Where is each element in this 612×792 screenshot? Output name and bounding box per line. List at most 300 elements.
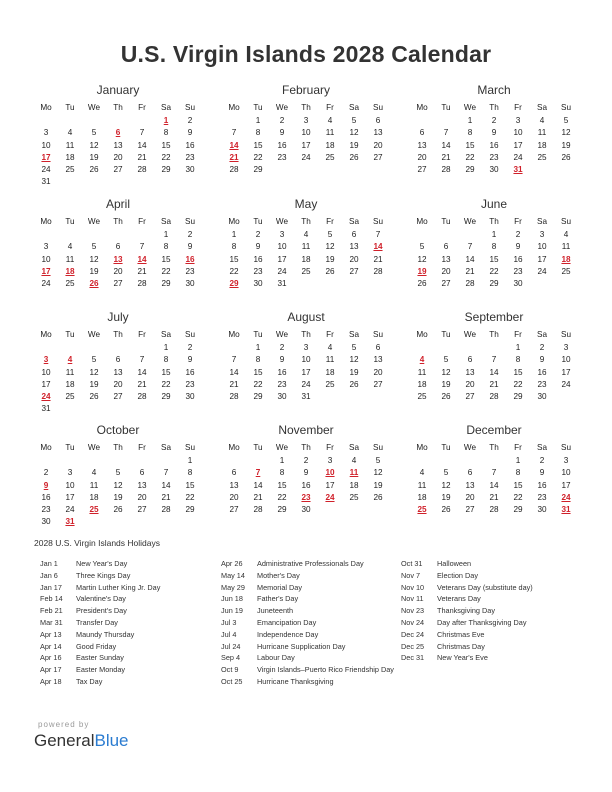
week-row	[34, 254, 202, 266]
day: 29	[161, 165, 171, 175]
day: 20	[113, 379, 123, 389]
holiday-item	[40, 617, 216, 629]
day: 17	[277, 254, 287, 264]
day: 23	[185, 379, 195, 389]
day: 25	[561, 266, 571, 276]
day: 23	[253, 266, 263, 276]
week-row	[222, 229, 390, 241]
day: 3	[563, 456, 569, 465]
day: 3	[279, 230, 285, 239]
week-row	[34, 140, 202, 152]
day: 10	[41, 367, 51, 377]
holiday-day: 18	[65, 266, 75, 276]
day: 14	[465, 254, 475, 264]
holiday-item	[40, 641, 216, 653]
holiday-item	[401, 605, 577, 617]
holiday-name: Independence Day	[257, 629, 319, 639]
empty-day	[222, 342, 246, 354]
day: 1	[515, 343, 521, 352]
empty-day	[82, 403, 106, 415]
holiday-item	[401, 558, 577, 570]
empty-day	[34, 115, 58, 127]
holiday-name: Tax Day	[76, 676, 103, 686]
empty-day	[342, 391, 366, 403]
day: 16	[253, 254, 263, 264]
day: 20	[373, 140, 383, 150]
day: 2	[539, 456, 545, 465]
day: 30	[489, 165, 499, 175]
holiday-day: 4	[419, 355, 425, 365]
weekday-label: Mo	[228, 217, 240, 226]
day: 10	[41, 140, 51, 150]
weekday-label: Sa	[160, 103, 171, 112]
holiday-date: Nov 10	[401, 582, 425, 592]
day: 12	[561, 128, 571, 138]
holiday-item	[401, 570, 577, 582]
day: 21	[489, 379, 499, 389]
day: 14	[253, 480, 263, 490]
day: 4	[563, 230, 569, 239]
day: 27	[113, 165, 123, 175]
day: 29	[277, 505, 287, 515]
day: 5	[375, 456, 381, 465]
weekday-label: Su	[560, 217, 571, 226]
weekday-header	[410, 101, 578, 115]
holiday-column	[221, 558, 397, 688]
weekday-label: Su	[184, 103, 195, 112]
weekday-label: Fr	[138, 443, 146, 452]
week-row	[34, 480, 202, 492]
day: 12	[349, 355, 359, 365]
holiday-day: 26	[89, 279, 99, 289]
weekday-label: Sa	[536, 330, 547, 339]
weekday-label: Fr	[514, 103, 522, 112]
day: 25	[349, 492, 359, 502]
day: 6	[351, 230, 357, 239]
empty-day	[106, 516, 130, 528]
week-row	[34, 115, 202, 127]
week-row	[34, 241, 202, 253]
empty-day	[178, 516, 202, 528]
day: 26	[561, 152, 571, 162]
holiday-day: 6	[115, 128, 121, 138]
holiday-item	[40, 558, 216, 570]
holiday-date: Apr 26	[221, 559, 243, 568]
day: 19	[325, 254, 335, 264]
holiday-day: 17	[41, 266, 51, 276]
day: 11	[325, 128, 335, 138]
holiday-item	[401, 629, 577, 641]
day: 23	[277, 379, 287, 389]
weekday-label: Tu	[441, 443, 451, 452]
day: 28	[137, 392, 147, 402]
week-row	[410, 455, 578, 467]
day: 28	[253, 505, 263, 515]
holiday-date: Apr 14	[40, 641, 62, 651]
weekday-header	[34, 328, 202, 342]
month-november	[222, 422, 390, 516]
week-row	[34, 278, 202, 290]
month-name: November	[278, 423, 334, 437]
day: 5	[115, 468, 121, 478]
weekday-label: Fr	[326, 443, 334, 452]
empty-day	[342, 278, 366, 290]
day: 23	[537, 379, 547, 389]
weekday-header	[34, 215, 202, 229]
day: 6	[115, 242, 121, 252]
day: 20	[465, 492, 475, 502]
day: 28	[465, 279, 475, 289]
week-row	[410, 367, 578, 379]
week-row	[34, 127, 202, 139]
month-name: July	[107, 310, 129, 324]
weekday-label: We	[463, 330, 477, 339]
day: 21	[137, 152, 147, 162]
holiday-name: Father's Day	[257, 594, 299, 604]
week-row	[222, 504, 390, 516]
empty-day	[154, 176, 178, 188]
day: 29	[253, 392, 263, 402]
holiday-item	[221, 605, 397, 617]
weekday-label: Th	[301, 103, 311, 112]
day: 8	[515, 355, 521, 365]
day: 14	[489, 480, 499, 490]
day: 1	[163, 230, 169, 239]
holiday-item	[221, 652, 397, 664]
holiday-day: 17	[41, 152, 51, 162]
holiday-day: 16	[185, 254, 195, 264]
day: 16	[277, 367, 287, 377]
weekday-label: Fr	[326, 330, 334, 339]
empty-day	[106, 455, 130, 467]
day: 9	[187, 355, 193, 365]
day: 18	[65, 152, 75, 162]
holiday-date: Oct 25	[221, 676, 243, 686]
holiday-name: Virgin Islands–Puerto Rico Friendship Day	[257, 665, 394, 675]
empty-day	[154, 403, 178, 415]
month-name: May	[294, 197, 318, 211]
holiday-day: 25	[89, 505, 99, 515]
day: 29	[253, 165, 263, 175]
day: 26	[349, 152, 359, 162]
empty-day	[294, 164, 318, 176]
holiday-item	[221, 629, 397, 641]
day: 21	[489, 492, 499, 502]
day: 3	[303, 116, 309, 125]
weekday-label: Th	[301, 217, 311, 226]
month-name: January	[96, 83, 140, 97]
day: 6	[419, 128, 425, 138]
weekday-label: We	[275, 103, 289, 112]
weekday-label: Tu	[441, 330, 451, 339]
day: 5	[443, 355, 449, 365]
holiday-date: Sep 4	[221, 653, 241, 663]
day: 24	[277, 266, 287, 276]
day: 13	[373, 355, 383, 365]
day: 2	[491, 116, 497, 125]
holiday-item	[221, 676, 397, 688]
week-row	[222, 140, 390, 152]
day: 19	[349, 140, 359, 150]
weekday-label: Sa	[160, 330, 171, 339]
day: 25	[325, 152, 335, 162]
week-row	[34, 467, 202, 479]
holiday-day: 31	[561, 505, 571, 515]
day: 9	[187, 128, 193, 138]
day: 10	[537, 242, 547, 252]
holiday-date: May 14	[221, 570, 245, 580]
weekday-label: Fr	[138, 217, 146, 226]
day: 7	[491, 355, 497, 365]
day: 12	[441, 480, 451, 490]
day: 19	[373, 480, 383, 490]
empty-day	[366, 278, 390, 290]
empty-day	[130, 115, 154, 127]
holiday-name: Halloween	[437, 559, 472, 568]
holiday-date: Dec 31	[401, 653, 425, 663]
day: 16	[537, 367, 547, 377]
empty-day	[222, 115, 246, 127]
day: 2	[187, 343, 193, 352]
day: 5	[327, 230, 333, 239]
holiday-date: Dec 25	[401, 641, 425, 651]
empty-day	[106, 403, 130, 415]
holiday-day: 25	[417, 505, 427, 515]
holiday-day: 14	[229, 140, 239, 150]
empty-day	[58, 342, 82, 354]
day: 6	[375, 343, 381, 352]
weekday-label: Th	[113, 217, 123, 226]
weekday-label: Mo	[416, 330, 428, 339]
weekday-label: Mo	[40, 443, 52, 452]
holiday-day: 18	[561, 254, 571, 264]
weekday-label: Su	[184, 330, 195, 339]
day: 15	[253, 367, 263, 377]
holiday-day: 14	[373, 242, 383, 252]
weekday-label: We	[463, 217, 477, 226]
day: 15	[489, 254, 499, 264]
day: 3	[563, 343, 569, 352]
holiday-day: 21	[229, 152, 239, 162]
day: 10	[513, 128, 523, 138]
week-row	[410, 342, 578, 354]
day: 24	[65, 505, 75, 515]
month-december	[410, 422, 578, 516]
day: 18	[325, 140, 335, 150]
day: 20	[441, 266, 451, 276]
weekday-label: Su	[372, 103, 383, 112]
holiday-name: Three Kings Day	[76, 570, 131, 580]
day: 13	[229, 480, 239, 490]
empty-day	[410, 115, 434, 127]
weekday-label: Tu	[441, 217, 451, 226]
day: 12	[373, 468, 383, 478]
day: 15	[277, 480, 287, 490]
day: 11	[89, 480, 99, 490]
month-february	[222, 82, 390, 176]
day: 1	[515, 456, 521, 465]
holiday-date: Apr 16	[40, 653, 62, 663]
week-row	[410, 480, 578, 492]
holiday-name: Administrative Professionals Day	[257, 559, 364, 568]
day: 1	[279, 456, 285, 465]
empty-day	[318, 278, 342, 290]
weekday-label: Mo	[40, 217, 52, 226]
day: 4	[67, 242, 73, 252]
day: 15	[465, 140, 475, 150]
day: 25	[417, 392, 427, 402]
empty-day	[342, 164, 366, 176]
day: 3	[43, 242, 49, 252]
day: 8	[163, 128, 169, 138]
holidays-title: 2028 U.S. Virgin Islands Holidays	[34, 538, 160, 548]
day: 5	[91, 242, 97, 252]
empty-day	[554, 278, 578, 290]
holiday-item	[221, 641, 397, 653]
day: 22	[489, 266, 499, 276]
day: 2	[187, 116, 193, 125]
day: 19	[113, 492, 123, 502]
holiday-name: Memorial Day	[257, 582, 303, 592]
weekday-label: Su	[184, 217, 195, 226]
day: 4	[351, 456, 357, 465]
day: 9	[279, 355, 285, 365]
holiday-date: Nov 7	[401, 570, 421, 580]
empty-day	[58, 455, 82, 467]
day: 13	[373, 128, 383, 138]
day: 9	[515, 242, 521, 252]
weekday-label: Tu	[65, 103, 75, 112]
day: 24	[301, 152, 311, 162]
holiday-name: Maundy Thursday	[76, 629, 135, 639]
day: 11	[325, 355, 335, 365]
holiday-name: Easter Monday	[76, 665, 126, 675]
day: 2	[279, 116, 285, 125]
holiday-name: President's Day	[76, 606, 127, 616]
empty-day	[318, 504, 342, 516]
week-row	[222, 164, 390, 176]
empty-day	[554, 391, 578, 403]
day: 30	[537, 392, 547, 402]
holiday-day: 23	[301, 492, 311, 502]
day: 1	[255, 343, 261, 352]
day: 7	[491, 468, 497, 478]
month-april	[34, 196, 202, 290]
day: 23	[185, 266, 195, 276]
day: 13	[465, 480, 475, 490]
day: 2	[43, 468, 49, 478]
day: 4	[419, 468, 425, 478]
generalblue-logo[interactable]	[34, 731, 129, 751]
holiday-item	[221, 617, 397, 629]
day: 13	[349, 242, 359, 252]
month-may	[222, 196, 390, 290]
holiday-date: Jan 6	[40, 570, 58, 580]
weekday-label: Tu	[253, 330, 263, 339]
day: 12	[325, 242, 335, 252]
day: 15	[161, 254, 171, 264]
day: 26	[417, 279, 427, 289]
empty-day	[458, 342, 482, 354]
empty-day	[154, 516, 178, 528]
weekday-label: Th	[489, 217, 499, 226]
empty-day	[130, 516, 154, 528]
day: 5	[91, 128, 97, 138]
week-row	[410, 354, 578, 366]
day: 1	[467, 116, 473, 125]
day: 6	[139, 468, 145, 478]
holiday-item	[40, 605, 216, 617]
day: 6	[443, 242, 449, 252]
weekday-label: Tu	[441, 103, 451, 112]
day: 27	[113, 279, 123, 289]
day: 19	[441, 379, 451, 389]
day: 16	[277, 140, 287, 150]
holiday-date: Jun 19	[221, 606, 243, 616]
day: 14	[137, 367, 147, 377]
holiday-date: Apr 17	[40, 665, 62, 675]
holiday-date: Mar 31	[40, 617, 63, 627]
day: 14	[229, 367, 239, 377]
day: 10	[41, 254, 51, 264]
weekday-header	[222, 215, 390, 229]
day: 23	[537, 492, 547, 502]
holiday-name: Thanksgiving Day	[437, 606, 495, 616]
day: 19	[89, 152, 99, 162]
day: 9	[303, 468, 309, 478]
day: 23	[185, 152, 195, 162]
day: 19	[561, 140, 571, 150]
holiday-date: Oct 31	[401, 559, 423, 568]
month-name: September	[464, 310, 524, 324]
day: 18	[65, 379, 75, 389]
day: 26	[441, 505, 451, 515]
day: 30	[277, 392, 287, 402]
day: 27	[373, 379, 383, 389]
day: 14	[441, 140, 451, 150]
day: 7	[231, 128, 237, 138]
day: 15	[513, 480, 523, 490]
day: 6	[467, 355, 473, 365]
day: 27	[465, 505, 475, 515]
day: 8	[163, 355, 169, 365]
day: 30	[253, 279, 263, 289]
weekday-label: Fr	[514, 217, 522, 226]
weekday-label: We	[275, 217, 289, 226]
weekday-label: Su	[560, 330, 571, 339]
day: 2	[539, 343, 545, 352]
weekday-label: Fr	[514, 443, 522, 452]
day: 13	[137, 480, 147, 490]
day: 28	[489, 392, 499, 402]
day: 9	[491, 128, 497, 138]
week-row	[410, 391, 578, 403]
day: 21	[229, 379, 239, 389]
day: 7	[139, 128, 145, 138]
day: 17	[65, 492, 75, 502]
day: 4	[303, 230, 309, 239]
week-row	[222, 127, 390, 139]
weekday-label: Su	[372, 217, 383, 226]
day: 31	[41, 177, 51, 187]
day: 11	[65, 367, 75, 377]
weekday-label: Th	[301, 443, 311, 452]
holiday-date: Nov 24	[401, 617, 425, 627]
weekday-label: Su	[560, 103, 571, 112]
holiday-date: Oct 9	[221, 665, 239, 675]
day: 11	[561, 242, 571, 252]
day: 18	[417, 379, 427, 389]
